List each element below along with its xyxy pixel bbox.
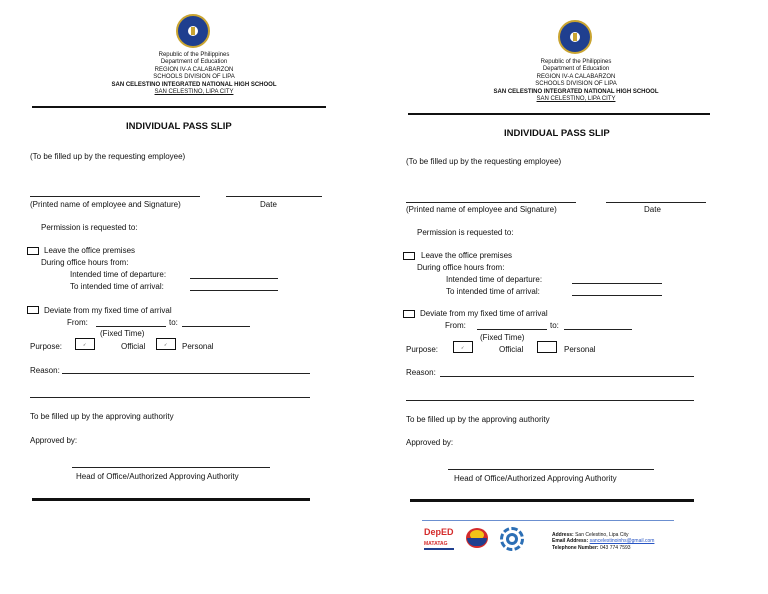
official-checkbox[interactable]: ✓ [453, 341, 473, 353]
header-school-address: SAN CELESTINO, LIPA CITY [154, 89, 234, 96]
purpose-label: Purpose: [30, 342, 63, 351]
head-of-office-label: Head of Office/Authorized Approving Authority [76, 472, 239, 481]
official-label: Official [121, 342, 146, 351]
requesting-note: (To be filled up by the requesting employee) [30, 152, 186, 161]
leave-premises-checkbox[interactable] [403, 252, 415, 260]
reason-label: Reason: [30, 366, 60, 375]
approved-by-label: Approved by: [30, 436, 78, 445]
arrival-label: To intended time of arrival: [446, 287, 540, 296]
header-school-name: SAN CELESTINO INTEGRATED NATIONAL HIGH SCHOOL [493, 88, 659, 95]
header-line-4: SCHOOLS DIVISION OF LIPA [535, 81, 617, 88]
departure-field[interactable] [190, 278, 278, 279]
official-label: Official [499, 345, 524, 354]
approver-signature-line[interactable] [448, 469, 654, 470]
from-label: From: [67, 318, 88, 327]
reason-field-line-1[interactable] [62, 373, 310, 374]
deped-seal-icon [176, 14, 210, 48]
deviate-label: Deviate from my fixed time of arrival [420, 309, 548, 318]
date-line[interactable] [606, 202, 706, 203]
requesting-note: (To be filled up by the requesting employee) [406, 157, 562, 166]
bottom-divider [410, 499, 694, 502]
header-line-3: REGION IV-A CALABARZON [536, 73, 616, 80]
to-label: to: [550, 321, 559, 330]
header-line-2: Department of Education [542, 66, 610, 73]
header-school-name: SAN CELESTINO INTEGRATED NATIONAL HIGH SCHOOL [111, 81, 277, 88]
form-title: INDIVIDUAL PASS SLIP [504, 128, 610, 139]
reason-field-line-1[interactable] [440, 376, 694, 377]
footer-accent-line [422, 520, 674, 521]
approver-signature-line[interactable] [72, 467, 270, 468]
fixed-time-label: (Fixed Time) [100, 329, 145, 338]
permission-text: Permission is requested to: [41, 223, 138, 232]
deped-logo [424, 527, 458, 553]
arrival-field[interactable] [190, 290, 278, 291]
footer-contact [552, 532, 654, 551]
letterhead [94, 52, 294, 96]
date-label: Date [644, 205, 661, 214]
letterhead [476, 59, 676, 103]
leave-premises-checkbox[interactable] [27, 247, 39, 255]
header-line-2: Department of Education [160, 59, 228, 66]
departure-label: Intended time of departure: [70, 270, 167, 279]
from-field[interactable] [96, 326, 166, 327]
deviate-checkbox[interactable] [27, 306, 39, 314]
from-field[interactable] [477, 329, 547, 330]
address-value: San Celestino, Lipa City [575, 532, 629, 538]
deped-seal-icon [558, 20, 592, 54]
pass-slip-right [384, 0, 768, 594]
permission-text: Permission is requested to: [417, 228, 514, 237]
phone-label: Telephone Number: [552, 544, 599, 551]
deped-wordmark: DepED [424, 527, 454, 537]
bottom-divider [32, 498, 310, 501]
arrival-field[interactable] [572, 295, 662, 296]
personal-checkbox[interactable]: ✓ [156, 338, 176, 350]
leave-premises-label: Leave the office premises [44, 246, 136, 255]
phone-value: 043 774 7593 [599, 544, 631, 551]
fixed-time-label: (Fixed Time) [480, 333, 525, 342]
purpose-label: Purpose: [406, 345, 439, 354]
reason-field-line-2[interactable] [406, 400, 694, 401]
header-line-3: REGION IV-A CALABARZON [154, 66, 234, 73]
header-school-address: SAN CELESTINO, LIPA CITY [536, 96, 616, 103]
reason-label: Reason: [406, 368, 436, 377]
departure-field[interactable] [572, 283, 662, 284]
office-hours-label: During office hours from: [417, 263, 505, 272]
deviate-checkbox[interactable] [403, 310, 415, 318]
name-label: (Printed name of employee and Signature) [406, 205, 557, 214]
from-label: From: [445, 321, 466, 330]
form-title: INDIVIDUAL PASS SLIP [126, 121, 232, 132]
deviate-label: Deviate from my fixed time of arrival [44, 306, 172, 315]
departure-label: Intended time of departure: [446, 275, 543, 284]
header-line-1: Republic of the Philippines [158, 52, 230, 58]
date-line[interactable] [226, 196, 322, 197]
approving-note: To be filled up by the approving authority [406, 415, 550, 424]
header-line-4: SCHOOLS DIVISION OF LIPA [153, 74, 235, 81]
name-signature-line[interactable] [30, 196, 200, 197]
matatag-wordmark: MATATAG [424, 541, 448, 547]
to-field[interactable] [182, 326, 250, 327]
official-checkbox[interactable]: ✓ [75, 338, 95, 350]
name-label: (Printed name of employee and Signature) [30, 200, 181, 209]
arrival-label: To intended time of arrival: [70, 282, 164, 291]
personal-label: Personal [182, 342, 214, 351]
header-divider [32, 106, 326, 108]
email-label: Email Address: [552, 538, 589, 545]
to-field[interactable] [564, 329, 632, 330]
email-link[interactable]: sancelestinoinhs@gmail.com [589, 538, 655, 545]
school-gear-logo-icon [500, 527, 524, 551]
bagong-pilipinas-logo-icon [464, 526, 490, 550]
personal-checkbox[interactable] [537, 341, 557, 353]
date-label: Date [260, 200, 277, 209]
address-label: Address: [552, 532, 574, 538]
leave-premises-label: Leave the office premises [421, 251, 513, 260]
reason-field-line-2[interactable] [30, 397, 310, 398]
name-signature-line[interactable] [406, 202, 576, 203]
header-line-1: Republic of the Philippines [540, 59, 612, 65]
approving-note: To be filled up by the approving authority [30, 412, 174, 421]
header-divider [408, 113, 710, 115]
approved-by-label: Approved by: [406, 438, 454, 447]
personal-label: Personal [564, 345, 596, 354]
head-of-office-label: Head of Office/Authorized Approving Authority [454, 474, 617, 483]
to-label: to: [169, 318, 178, 327]
office-hours-label: During office hours from: [41, 258, 129, 267]
